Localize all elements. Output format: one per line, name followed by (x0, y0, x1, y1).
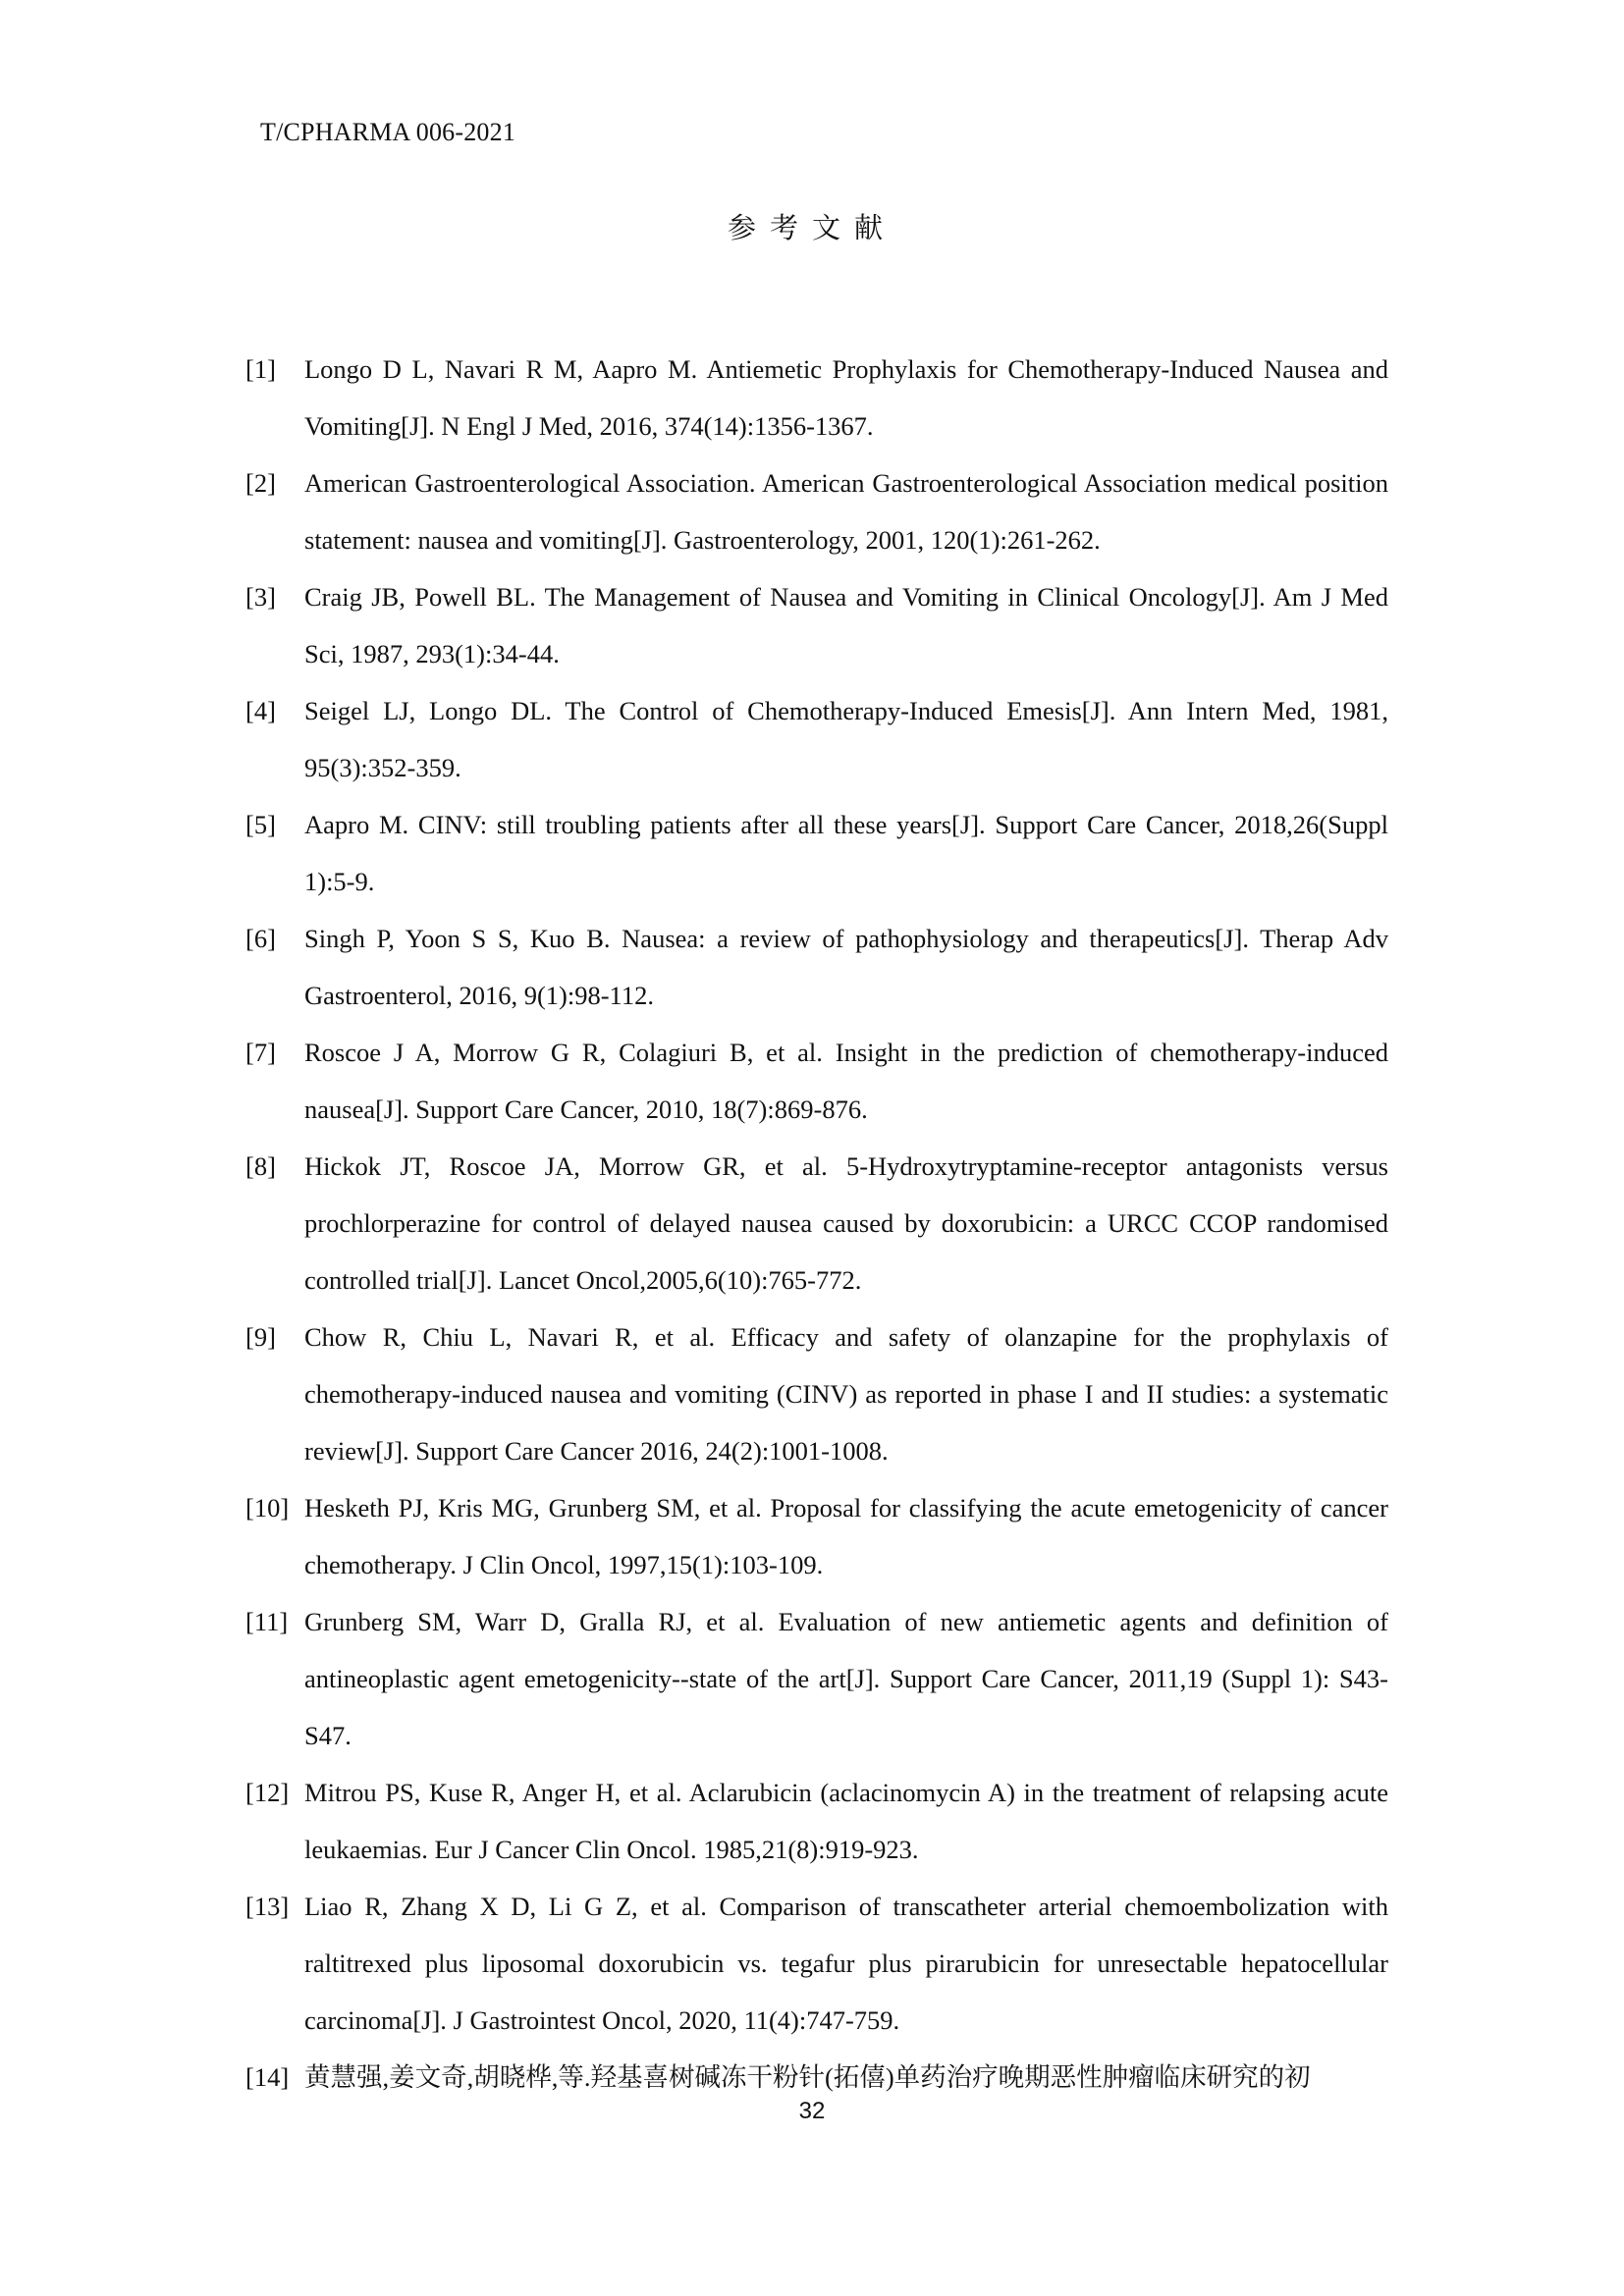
reference-number: [9] (245, 1322, 276, 1352)
reference-text: Roscoe J A, Morrow G R, Colagiuri B, et al. Insight in the prediction of chemotherapy-induced nausea[J]. Support Care Cancer, 2010, 18(7):869-876. (304, 1038, 1388, 1124)
reference-number: [13] (245, 1892, 290, 1921)
reference-number: [6] (245, 924, 276, 953)
reference-item (245, 1308, 1388, 1479)
reference-number: [7] (245, 1038, 276, 1067)
reference-text: Liao R, Zhang X D, Li G Z, et al. Comparison of transcatheter arterial chemoembolization with raltitrexed plus liposomal doxorubicin vs. tegafur plus pirarubicin for unresectable hepatocellular carcinoma[J]. J Gastrointest Oncol, 2020, 11(4):747-759. (304, 1892, 1388, 2035)
reference-text: Singh P, Yoon S S, Kuo B. Nausea: a review of pathophysiology and therapeutics[J]. Therap Adv Gastroenterol, 2016, 9(1):98-112. (304, 924, 1388, 1010)
reference-text: Longo D L, Navari R M, Aapro M. Antiemetic Prophylaxis for Chemotherapy-Induced Nausea and Vomiting[J]. N Engl J Med, 2016, 374(14):1356-1367. (304, 354, 1388, 441)
reference-number: [14] (245, 2062, 290, 2092)
page-number: 32 (798, 2098, 826, 2124)
reference-item (245, 682, 1388, 796)
reference-text: 黄慧强,姜文奇,胡晓桦,等.羟基喜树碱冻干粉针(拓僖)单药治疗晚期恶性肿瘤临床研究的初 (304, 2062, 1311, 2092)
reference-item (245, 910, 1388, 1024)
reference-number: [1] (245, 354, 276, 384)
reference-number: [5] (245, 810, 276, 839)
reference-text: Grunberg SM, Warr D, Gralla RJ, et al. Evaluation of new antiemetic agents and definition of antineoplastic agent emetogenicity--state of the art[J]. Support Care Cancer, 2011,19 (Suppl 1): S43-S47. (304, 1607, 1388, 1750)
reference-text: Aapro M. CINV: still troubling patients after all these years[J]. Support Care Cancer, 2018,26(Suppl 1):5-9. (304, 810, 1388, 896)
reference-text: Hickok JT, Roscoe JA, Morrow GR, et al. 5-Hydroxytryptamine-receptor antagonists versus prochlorperazine for control of delayed nausea caused by doxorubicin: a URCC CCOP randomised controlled trial[J]. Lancet Oncol,2005,6(10):765-772. (304, 1151, 1388, 1295)
reference-number: [8] (245, 1151, 276, 1181)
reference-item (245, 1593, 1388, 1764)
reference-number: [12] (245, 1778, 290, 1807)
reference-text: Hesketh PJ, Kris MG, Grunberg SM, et al. Proposal for classifying the acute emetogenicity of cancer chemotherapy. J Clin Oncol, 1997,15(1):103-109. (304, 1493, 1388, 1579)
reference-number: [10] (245, 1493, 290, 1522)
reference-item (245, 1024, 1388, 1138)
reference-item (245, 568, 1388, 682)
reference-item (245, 1878, 1388, 2049)
reference-text: Seigel LJ, Longo DL. The Control of Chemotherapy-Induced Emesis[J]. Ann Intern Med, 1981, 95(3):352-359. (304, 696, 1388, 782)
reference-item (245, 1479, 1388, 1593)
reference-number: [11] (245, 1607, 289, 1636)
reference-text: Chow R, Chiu L, Navari R, et al. Efficacy and safety of olanzapine for the prophylaxis of chemotherapy-induced nausea and vomiting (CINV) as reported in phase I and II studies: a systematic review[J]. Support Care Cancer 2016, 24(2):1001-1008. (304, 1322, 1388, 1466)
reference-text: Mitrou PS, Kuse R, Anger H, et al. Aclarubicin (aclacinomycin A) in the treatment of relapsing acute leukaemias. Eur J Cancer Clin Oncol. 1985,21(8):919-923. (304, 1778, 1388, 1864)
reference-item (245, 454, 1388, 568)
reference-number: [2] (245, 468, 276, 498)
reference-number: [3] (245, 582, 276, 612)
reference-item (245, 796, 1388, 910)
reference-list (245, 341, 1388, 2106)
reference-item (245, 1138, 1388, 1308)
reference-text: Craig JB, Powell BL. The Management of Nausea and Vomiting in Clinical Oncology[J]. Am J Med Sci, 1987, 293(1):34-44. (304, 582, 1388, 668)
section-title: 参考文献 (727, 211, 896, 244)
reference-item (245, 341, 1388, 454)
reference-text: American Gastroenterological Association. American Gastroenterological Association medical position statement: nausea and vomiting[J]. Gastroenterology, 2001, 120(1):261-262. (304, 468, 1388, 555)
reference-item (245, 1764, 1388, 1878)
document-id: T/CPHARMA 006-2021 (260, 118, 516, 146)
reference-number: [4] (245, 696, 276, 725)
